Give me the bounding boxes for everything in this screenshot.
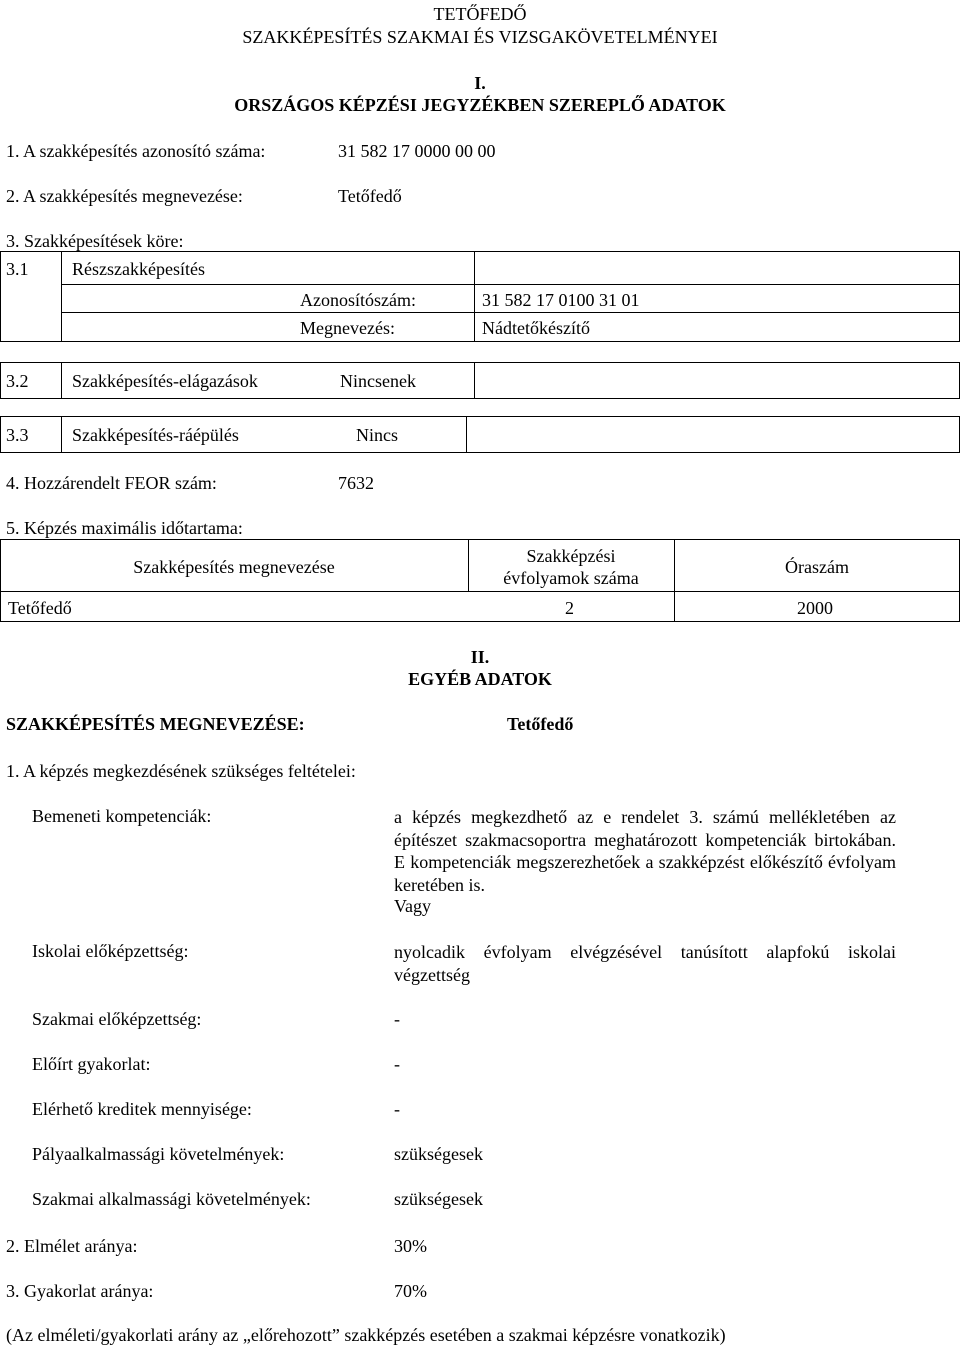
- item31-name-label: Megnevezés:: [300, 318, 395, 338]
- career-requirements-value: szükségesek: [394, 1144, 483, 1164]
- required-practice-label: Előírt gyakorlat:: [32, 1054, 151, 1074]
- item33-value: Nincs: [356, 425, 398, 445]
- practice-ratio-value: 70%: [394, 1281, 427, 1301]
- item33-number: 3.3: [6, 425, 29, 445]
- item32-value: Nincsenek: [340, 371, 416, 391]
- aptitude-requirements-label: Szakmai alkalmassági követelmények:: [32, 1189, 311, 1209]
- table-header-years-line2: évfolyamok száma: [503, 568, 639, 588]
- item31-name-value: Nádtetőkészítő: [482, 318, 590, 338]
- credits-label: Elérhető kreditek mennyisége:: [32, 1099, 252, 1119]
- table-cell-hours: 2000: [797, 598, 833, 618]
- document-subtitle: SZAKKÉPESÍTÉS SZAKMAI ÉS VIZSGAKÖVETELMÉNYEI: [242, 27, 718, 47]
- document-title: TETŐFEDŐ: [433, 4, 527, 24]
- item4-label: 4. Hozzárendelt FEOR szám:: [6, 473, 217, 493]
- ratio-note: (Az elméleti/gyakorlati arány az „előrehozott” szakképzés esetében a szakmai képzésre vonatkozik): [6, 1325, 726, 1345]
- entry-competencies-or: Vagy: [394, 896, 431, 916]
- professional-prereq-label: Szakmai előképzettség:: [32, 1009, 202, 1029]
- required-practice-value: -: [394, 1054, 400, 1074]
- theory-ratio-label: 2. Elmélet aránya:: [6, 1236, 138, 1256]
- table-cell-name: Tetőfedő: [8, 598, 72, 618]
- table-cell-years: 2: [565, 598, 574, 618]
- item32-number: 3.2: [6, 371, 29, 391]
- qualification-value: Tetőfedő: [507, 714, 574, 734]
- item31-label: Részszakképesítés: [72, 259, 205, 279]
- table-header-name: Szakképesítés megnevezése: [133, 557, 335, 577]
- item33-label: Szakképesítés-ráépülés: [72, 425, 239, 445]
- practice-ratio-label: 3. Gyakorlat aránya:: [6, 1281, 154, 1301]
- professional-prereq-value: -: [394, 1009, 400, 1029]
- item4-value: 7632: [338, 473, 374, 493]
- item5-label: 5. Képzés maximális időtartama:: [6, 518, 243, 538]
- credits-value: -: [394, 1099, 400, 1119]
- item2-value: Tetőfedő: [338, 186, 402, 206]
- qualification-label: SZAKKÉPESÍTÉS MEGNEVEZÉSE:: [6, 714, 305, 734]
- school-prereq-value: nyolcadik évfolyam elvégzésével tanúsított alapfokú iskolai végzettség: [394, 942, 896, 985]
- item3-label: 3. Szakképesítések köre:: [6, 231, 184, 251]
- item1-value: 31 582 17 0000 00 00: [338, 141, 496, 161]
- item32-label: Szakképesítés-elágazások: [72, 371, 258, 391]
- item2-label: 2. A szakképesítés megnevezése:: [6, 186, 243, 206]
- career-requirements-label: Pályaalkalmassági követelmények:: [32, 1144, 285, 1164]
- section1-title: ORSZÁGOS KÉPZÉSI JEGYZÉKBEN SZEREPLŐ ADATOK: [234, 95, 726, 115]
- item31-id-label: Azonosítószám:: [300, 290, 416, 310]
- entry-competencies-value: a képzés megkezdhető az e rendelet 3. számú mellékletében az építészet szakmacsoportra meghatározott kompetenciák birtokában. E kompetenciák megszerezhetőek a szakképzést előkészítő évfolyam keretében is.: [394, 807, 896, 895]
- item1-label: 1. A szakképesítés azonosító száma:: [6, 141, 266, 161]
- theory-ratio-value: 30%: [394, 1236, 427, 1256]
- table-header-hours: Óraszám: [785, 557, 849, 577]
- section2-number: II.: [470, 647, 490, 667]
- s2-item1-label: 1. A képzés megkezdésének szükséges feltételei:: [6, 761, 356, 781]
- entry-competencies-label: Bemeneti kompetenciák:: [32, 806, 212, 826]
- section2-title: EGYÉB ADATOK: [408, 669, 552, 689]
- item31-number: 3.1: [6, 259, 29, 279]
- aptitude-requirements-value: szükségesek: [394, 1189, 483, 1209]
- item31-id-value: 31 582 17 0100 31 01: [482, 290, 640, 310]
- section1-number: I.: [474, 73, 486, 93]
- table-header-years-line1: Szakképzési: [526, 546, 616, 566]
- school-prereq-label: Iskolai előképzettség:: [32, 941, 189, 961]
